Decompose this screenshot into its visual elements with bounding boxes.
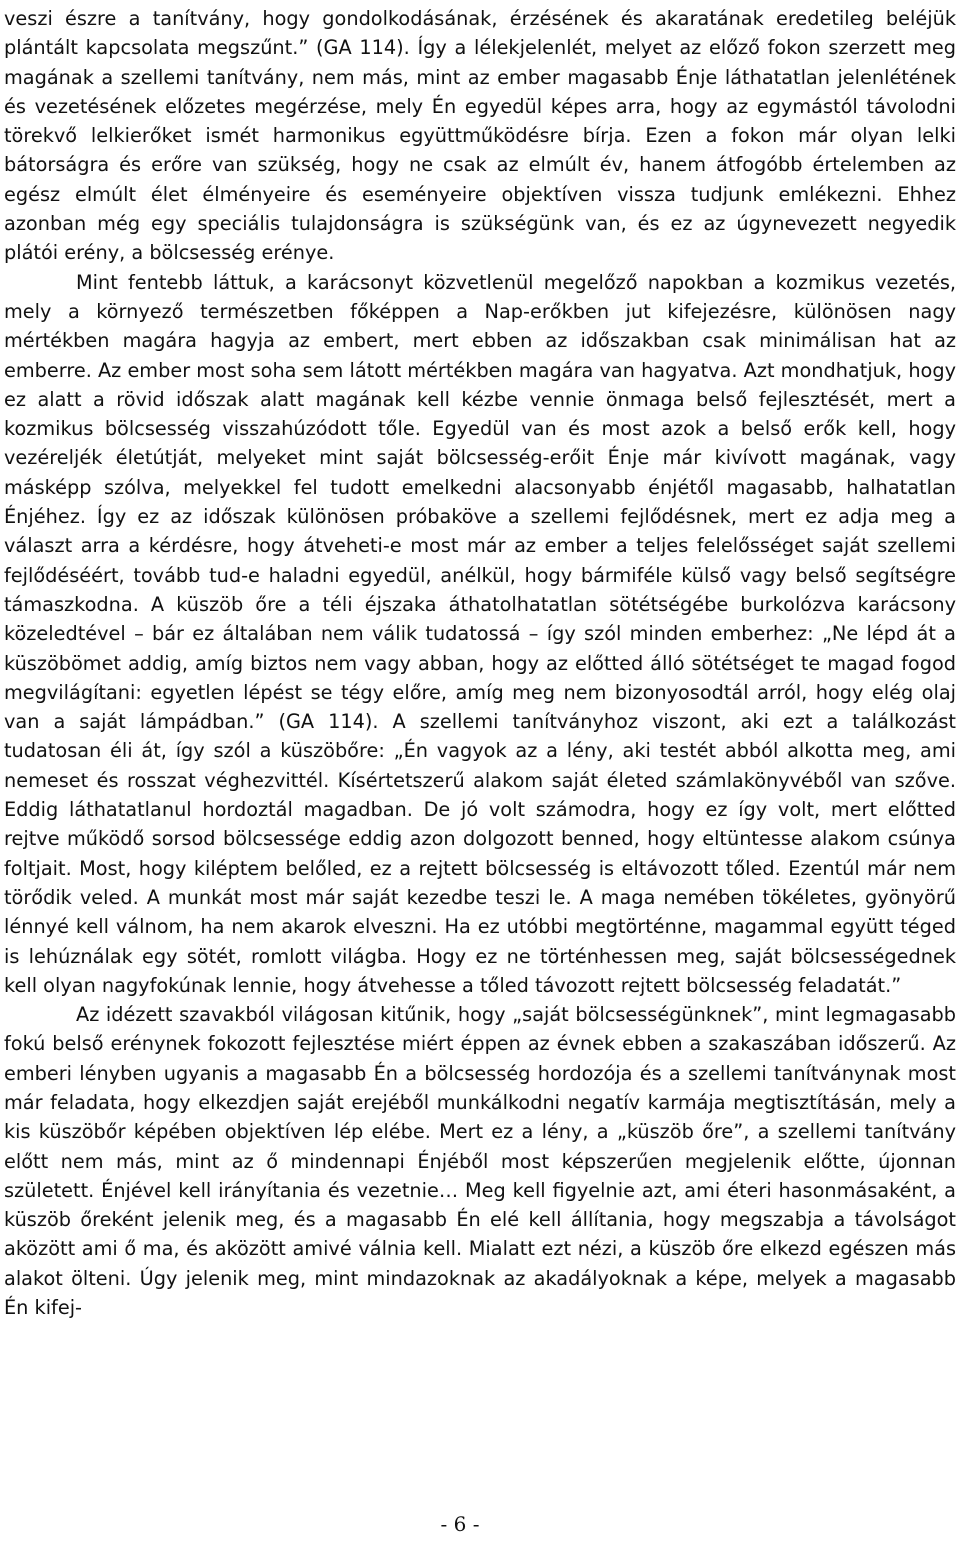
page-number: - 6 -	[440, 1512, 480, 1536]
paragraph: veszi észre a tanítvány, hogy gondolkodásának, érzésének és akaratának eredetileg beléjük plántált kapcsolata megszűnt.” (GA 114). Így a lélekjelenlét, melyet az előző fokon szerzett meg magának a szellemi tanítvány, nem más, mint az ember magasabb Énje láthatatlan jelenlétének és vezetésének előzetes megérzése, mely Én egyedül képes arra, hogy az egymástól távolodni törekvő lelkierőket ismét harmonikus együttműködésre bírja. Ezen a fokon már olyan lelki bátorságra és erőre van szükség, hogy ne csak az elmúlt év, hanem átfogóbb értelemben az egész elmúlt élet élményeire és eseményeire objektíven vissza tudjunk emlékezni. Ehhez azonban még egy speciális tulajdonságra is szükségünk van, és ez az úgynevezett negyedik plátói erény, a bölcsesség erénye.	[4, 7, 956, 265]
paragraph: Mint fentebb láttuk, a karácsonyt közvetlenül megelőző napokban a kozmikus vezetés, mely a környező természetben főképpen a Nap-erőkben jut kifejezésre, különösen nagy mértékben magára hagyja az embert, mert ebben az időszakban csak minimálisan hat az emberre. Az ember most soha sem látott mértékben magára van hagyatva. Azt mondhatjuk, hogy ez alatt a rövid időszak alatt magának kell kézbe vennie önmaga belső fejlesztését, mert a kozmikus bölcsesség visszahúzódott tőle. Egyedül van és most azok a belső erők kell, hogy vezéreljék életútját, melyeket mint saját bölcsesség-erőit Énje már kivívott magának, vagy másképp szólva, melyekkel fel tudott emelkedni alacsonyabb énjétől magasabb, halhatatlan Énjéhez. Így ez az időszak különösen próbaköve a szellemi fejlődésnek, mert ez adja meg a választ arra a kérdésre, hogy átveheti-e most már az ember a teljes felelősséget saját szellemi fejlődéséért, tovább tud-e haladni egyedül, anélkül, hogy bármiféle külső vagy belső segítségre támaszkodna. A küszöb őre a téli éjszaka áthatolhatatlan sötétségébe burkolózva karácsony közeledtével – bár ez általában nem válik tudatossá – így szól minden emberhez: „Ne lépd át a küszöbömet addig, amíg biztos nem vagy abban, hogy az előtted álló sötétséget te magad fogod megvilágítani: egyetlen lépést se tégy előre, amíg meg nem bizonyosodtál arról, hogy elég olaj van a saját lámpádban.” (GA 114). A szellemi tanítványhoz viszont, aki ezt a találkozást tudatosan éli át, így szól a küszöbőre: „Én vagyok az a lény, aki testét abból alkotta meg, ami nemeset és rosszat véghezvittél. Kísértetszerű alakom saját életed számlakönyvéből van szőve. Eddig láthatatlanul hordoztál magadban. De jó volt számodra, hogy ez így volt, mert előtted rejtve működő sorsod bölcsessége eddig azon dolgozott benned, hogy eltüntesse alakom csúnya foltjait. Most, hogy kiléptem belőled, ez a rejtett bölcsesség is eltávozott tőled. Ezentúl már nem törődik veled. A munkát most már saját kezedbe teszi le. A maga nemében tökéletes, gyönyörű lénnyé kell válnom, ha nem akarok elveszni. Ha ez utóbbi megtörténne, magammal együtt téged is lehúználak egy sötét, romlott világba. Hogy ez ne történhessen meg, saját bölcsességednek kell olyan nagyfokúnak lennie, hogy átvehesse a tőled távozott rejtett bölcsesség feladatát.”	[4, 270, 956, 997]
paragraph: Az idézett szavakból világosan kitűnik, hogy „saját bölcsességünknek”, mint legmagasabb fokú belső erénynek fokozott fejlesztése miért éppen az évnek ebben a szakaszában időszerű. Az emberi lényben ugyanis a magasabb Én a bölcsesség hordozója és a szellemi tanítványnak most már feladata, hogy elkezdjen saját erejéből munkálkodni negatív karmája megtisztításán, mely a kis küszöbőr képében objektíven lép elébe. Mert ez a lény, a „küszöb őre”, a szellemi tanítvány előtt nem más, mint az ő mindennapi Énjéből most képszerűen megjelenik előtte, újonnan született. Énjével kell irányítania és vezetnie… Meg kell figyelnie azt, ami éteri hasonmásaként, a küszöb őreként jelenik meg, és a magasabb Én elé kell állítania, hogy megszabja a távolságot aközött ami ő ma, és aközött amivé válnia kell. Mialatt ezt nézi, a küszöb őre elkezd egészen más alakot ölteni. Úgy jelenik meg, mint mindazoknak az akadályoknak a képe, melyek a magasabb Én kifej-	[4, 1003, 956, 1320]
body-text	[4, 4, 956, 1322]
